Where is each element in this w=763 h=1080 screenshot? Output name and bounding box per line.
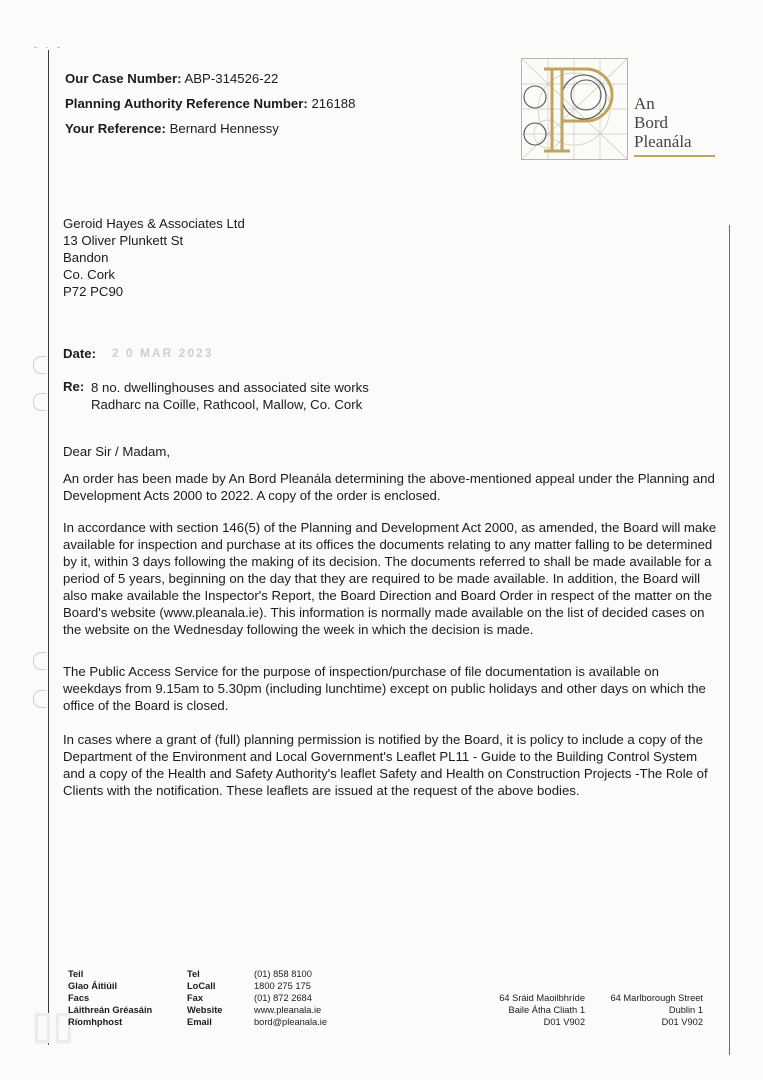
your-reference-value: Bernard Hennessy bbox=[169, 121, 279, 136]
footer-label: Email bbox=[187, 1017, 212, 1027]
address-line: 13 Oliver Plunkett St bbox=[63, 233, 184, 248]
punch-hole-mark bbox=[33, 652, 46, 670]
footer-locall: 1800 275 175 bbox=[254, 981, 311, 991]
footer-label: Facs bbox=[68, 993, 90, 1003]
footer-address-line: D01 V902 bbox=[661, 1017, 703, 1027]
pa-reference-value: 216188 bbox=[311, 96, 356, 111]
footer-label: Láithreán Gréasáin bbox=[68, 1005, 153, 1015]
case-number-row bbox=[65, 66, 355, 91]
logo-word-bord: Bord bbox=[634, 113, 668, 132]
footer-label: Ríomhphost bbox=[68, 1017, 123, 1027]
footer-phone: (01) 858 8100 bbox=[254, 969, 312, 979]
logo-word-pleanala: Pleanála bbox=[634, 132, 692, 151]
footer-label: Fax bbox=[187, 993, 204, 1003]
footer-label: Glao Áitiúil bbox=[68, 981, 118, 991]
punch-hole-mark bbox=[33, 356, 46, 374]
footer-english-address bbox=[595, 992, 703, 1028]
footer-address-line: Dublin 1 bbox=[668, 1005, 703, 1015]
footer-irish-address bbox=[470, 992, 585, 1028]
body-paragraph-documents: In accordance with section 146(5) of the Planning and Development Act 2000, as amended, the Board will make available for inspection and purchase at its offices the documents relating to any matter falling to be determined by it, within 3 days following the making of its decision. The documents referred to shall be made available for a period of 5 years, beginning on the day that they are required to be made available. In addition, the Board will also make available the Inspector's Report, the Board Direction and Board Order in respect of the matter on the Board's website (www.pleanala.ie). This information is normally made available on the list of decided cases on the website on the Wednesday following the week in which the decision is made. bbox=[63, 520, 717, 637]
footer-address-line: 64 Sráid Maoilbhríde bbox=[499, 993, 585, 1003]
footer-email-link[interactable]: bord@pleanala.ie bbox=[254, 1017, 328, 1027]
address-line: Bandon bbox=[63, 250, 109, 265]
footer-label: Tel bbox=[187, 969, 200, 979]
footer-website-link[interactable]: www.pleanala.ie bbox=[254, 1005, 322, 1015]
re-label: Re: bbox=[63, 379, 85, 394]
page-edge-right bbox=[729, 225, 730, 1055]
footer-label: Teil bbox=[68, 969, 84, 979]
footer-label: Website bbox=[187, 1005, 223, 1015]
footer-english-labels bbox=[187, 968, 222, 1028]
footer-contact-values bbox=[254, 968, 327, 1028]
logo-wordmark bbox=[634, 94, 692, 151]
scan-marks: - · - bbox=[34, 42, 63, 52]
date-stamp: 2 0 MAR 2023 bbox=[112, 346, 214, 360]
case-number-label: Our Case Number: bbox=[65, 71, 182, 86]
date-label: Date: bbox=[63, 346, 96, 361]
punch-hole-mark bbox=[33, 393, 46, 411]
logo-underline bbox=[634, 155, 715, 157]
footer-label: LoCall bbox=[187, 981, 216, 991]
re-subject-line: 8 no. dwellinghouses and associated site works bbox=[91, 380, 369, 395]
footer-fax: (01) 872 2684 bbox=[254, 993, 312, 1003]
body-paragraph-public-access: The Public Access Service for the purpose of inspection/purchase of file documentation is available on weekdays from 9.15am to 5.30pm (including lunchtime) except on public holidays and other days on which the office of the Board is closed. bbox=[63, 664, 706, 713]
case-number-value: ABP-314526-22 bbox=[184, 71, 279, 86]
recipient-address bbox=[63, 215, 245, 300]
logo-word-an: An bbox=[634, 94, 655, 113]
salutation: Dear Sir / Madam, bbox=[63, 444, 170, 459]
page-edge-left bbox=[48, 50, 49, 1045]
body-paragraph-leaflets: In cases where a grant of (full) planning permission is notified by the Board, it is policy to include a copy of the Department of the Environment and Local Government's Leaflet PL11 - Guide to the Building Control System and a copy of the Health and Safety Authority's leaflet Safety and Health on Construction Projects -The Role of Clients with the notification. These leaflets are issued at the request of the above bodies. bbox=[63, 732, 708, 798]
re-subject bbox=[91, 379, 369, 413]
footer-address-line: D01 V902 bbox=[543, 1017, 585, 1027]
address-line: Geroid Hayes & Associates Ltd bbox=[63, 216, 245, 231]
footer-address-line: 64 Marlborough Street bbox=[610, 993, 703, 1003]
punch-hole-mark bbox=[33, 690, 46, 708]
body-paragraph-order: An order has been made by An Bord Pleanála determining the above-mentioned appeal under the Planning and Development Acts 2000 to 2022. A copy of the order is enclosed. bbox=[63, 471, 715, 503]
address-line: Co. Cork bbox=[63, 267, 116, 282]
pa-reference-row bbox=[65, 91, 355, 116]
your-reference-label: Your Reference: bbox=[65, 121, 166, 136]
an-bord-pleanala-logo-icon bbox=[521, 58, 628, 160]
watermark-mark: ▯▯ bbox=[32, 1005, 74, 1047]
footer-address-line: Baile Átha Cliath 1 bbox=[508, 1005, 585, 1015]
footer-irish-labels bbox=[68, 968, 152, 1028]
address-line: P72 PC90 bbox=[63, 284, 124, 299]
pa-reference-label: Planning Authority Reference Number: bbox=[65, 96, 308, 111]
your-reference-row bbox=[65, 116, 355, 141]
re-location-line: Radharc na Coille, Rathcool, Mallow, Co. Cork bbox=[91, 397, 363, 412]
reference-block bbox=[65, 66, 355, 141]
